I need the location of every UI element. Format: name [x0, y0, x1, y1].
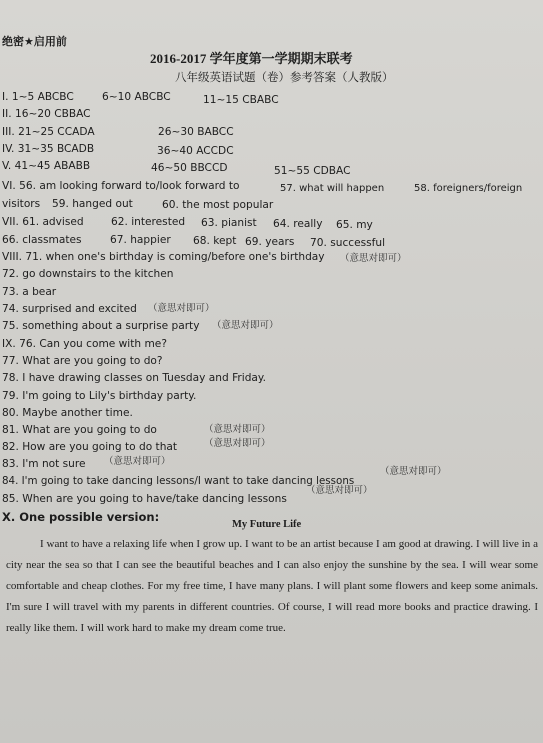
secret-mark: 绝密★启用前 — [2, 35, 67, 48]
answer-1-5: I. 1~5 ABCBC — [2, 91, 74, 103]
answer-85: 85. When are you going to have/take dancing lessons — [2, 493, 287, 505]
section-x-heading: X. One possible version: — [2, 510, 160, 524]
answer-36-40: 36~40 ACCDC — [157, 145, 234, 157]
answer-75: 75. something about a surprise party — [2, 320, 200, 332]
answer-60: 60. the most popular — [162, 199, 274, 211]
answer-21-25: III. 21~25 CCADA — [2, 126, 95, 138]
answer-78: 78. I have drawing classes on Tuesday and Friday. — [2, 372, 267, 384]
show-through-text — [250, 12, 253, 24]
answer-73: 73. a bear — [2, 286, 57, 298]
answer-83: 83. I'm not sure — [2, 458, 86, 470]
answer-41-45: V. 41~45 ABABB — [2, 160, 91, 172]
answer-16-20: II. 16~20 CBBAC — [2, 108, 91, 120]
answer-84: 84. I'm going to take dancing lessons/I want to take dancing lessons — [2, 475, 355, 487]
answer-57: 57. what will happen — [280, 183, 385, 194]
page-subtitle: 八年级英语试题（卷）参考答案（人教版） — [175, 72, 394, 84]
answer-74-note: （意思对即可） — [148, 304, 215, 314]
answer-80: 80. Maybe another time. — [2, 407, 133, 419]
answer-56: VI. 56. am looking forward to/look forward to — [2, 180, 240, 192]
essay-body: I want to have a relaxing life when I grow up. I want to be an artist because I am good at drawing. I will live in a city near the sea so that I can see the beautiful beaches and I can also enjoy the sunshine by the sea. I will wear some comfortable and cheap clothes. For my free time, I have many plans. I will plant some flowers and keep some animals. I'm sure I will travel with my parents in different countries. Of course, I will read more books and practice drawing. I really like them. I will work hard to make my dream come true. — [6, 538, 538, 634]
answer-81-note: （意思对即可） — [204, 425, 271, 435]
answer-70: 70. successful — [310, 237, 386, 249]
answer-61: VII. 61. advised — [2, 216, 84, 228]
answer-68: 68. kept — [193, 235, 237, 247]
answer-66: 66. classmates — [2, 234, 82, 246]
answer-58-cont: visitors — [2, 198, 41, 210]
answer-72: 72. go downstairs to the kitchen — [2, 268, 174, 280]
answer-67: 67. happier — [110, 234, 171, 246]
answer-82: 82. How are you going to do that — [2, 441, 178, 453]
answer-79: 79. I'm going to Lily's birthday party. — [2, 390, 197, 402]
answer-69: 69. years — [245, 236, 295, 248]
answer-84-note: （意思对即可） — [380, 467, 447, 477]
answer-51-55: 51~55 CDBAC — [274, 165, 351, 177]
answer-62: 62. interested — [111, 216, 186, 228]
answer-64: 64. really — [273, 218, 323, 230]
essay-title: My Future Life — [232, 519, 302, 530]
answer-71: VIII. 71. when one's birthday is coming/before one's birthday — [2, 251, 325, 263]
answer-77: 77. What are you going to do? — [2, 355, 163, 367]
answer-76: IX. 76. Can you come with me? — [2, 338, 167, 350]
answer-59: 59. hanged out — [52, 198, 133, 210]
answer-11-15: 11~15 CBABC — [203, 94, 279, 106]
answer-46-50: 46~50 BBCCD — [151, 162, 228, 174]
page-title: 2016-2017 学年度第一学期期末联考 — [150, 51, 353, 66]
answer-63: 63. pianist — [201, 217, 257, 229]
answer-71-note: （意思对即可） — [340, 254, 407, 264]
answer-65: 65. my — [336, 219, 373, 231]
answer-6-10: 6~10 ABCBC — [102, 91, 171, 103]
answer-85-note: （意思对即可） — [306, 486, 373, 496]
answer-75-note: （意思对即可） — [212, 321, 279, 331]
answer-74: 74. surprised and excited — [2, 303, 137, 315]
answer-82-note: （意思对即可） — [204, 439, 271, 449]
answer-26-30: 26~30 BABCC — [158, 126, 234, 138]
answer-31-35: IV. 31~35 BCADB — [2, 143, 95, 155]
answer-58: 58. foreigners/foreign — [414, 183, 523, 194]
answer-83-note: （意思对即可） — [104, 457, 171, 467]
answer-81: 81. What are you going to do — [2, 424, 157, 436]
